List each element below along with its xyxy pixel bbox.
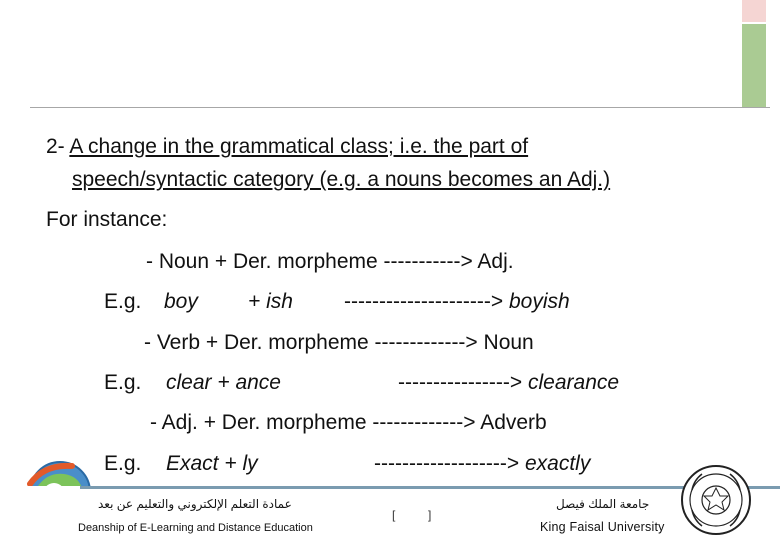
point-line-1 (46, 133, 528, 161)
university-seal-icon (676, 460, 756, 540)
strip-pink-block (742, 0, 766, 22)
for-instance-text: For instance: (46, 208, 168, 231)
page-number (392, 508, 431, 522)
example-arrow: -------------------> (374, 452, 525, 475)
example-base: clear + ance (166, 371, 281, 394)
example-arrow-result (398, 369, 619, 397)
rule-verb-noun (144, 329, 534, 357)
footer-divider (80, 486, 780, 489)
university-english: King Faisal University (540, 520, 665, 534)
example-arrow-result (374, 450, 590, 478)
example-result: boyish (508, 290, 570, 313)
university-arabic: جامعة الملك فيصل (556, 497, 650, 511)
example-exactly (104, 450, 591, 478)
example-label: E.g. (104, 371, 142, 394)
title-divider (30, 107, 770, 108)
example-base: Exact + ly (166, 452, 258, 475)
example-label: E.g. (104, 290, 142, 313)
example-result: exactly (524, 452, 591, 475)
strip-green-block (742, 24, 766, 108)
example-clearance (104, 369, 620, 397)
for-instance-label (46, 206, 167, 234)
deanship-english: Deanship of E-Learning and Distance Education (78, 522, 313, 534)
rule-text: - Noun + Der. morpheme -----------> Adj. (146, 250, 514, 273)
example-arrow: ---------------------> (344, 290, 509, 313)
example-label: E.g. (104, 452, 142, 475)
page-bracket-open: [ (392, 508, 396, 522)
rule-noun-adj (146, 248, 514, 276)
example-result: clearance (528, 371, 620, 394)
rule-adj-adverb (150, 409, 547, 437)
rule-text: - Verb + Der. morpheme -------------> Noun (144, 331, 534, 354)
page-bracket-close: ] (428, 508, 432, 522)
example-boyish (104, 288, 570, 316)
point-line-2 (72, 166, 610, 194)
point-heading-1: A change in the grammatical class; i.e. the part of (69, 135, 529, 158)
point-heading-2: speech/syntactic category (e.g. a nouns becomes an Adj.) (72, 168, 611, 191)
point-number: 2- (46, 135, 70, 158)
rule-text: - Adj. + Der. morpheme -------------> Adverb (150, 411, 547, 434)
example-suffix: + ish (248, 290, 293, 313)
example-arrow: ----------------> (398, 371, 528, 394)
deanship-arabic: عمادة التعلم الإلكتروني والتعليم عن بعد (98, 497, 292, 511)
example-base: boy (164, 290, 198, 313)
decorative-strip (742, 0, 766, 108)
example-arrow-result (344, 288, 570, 316)
